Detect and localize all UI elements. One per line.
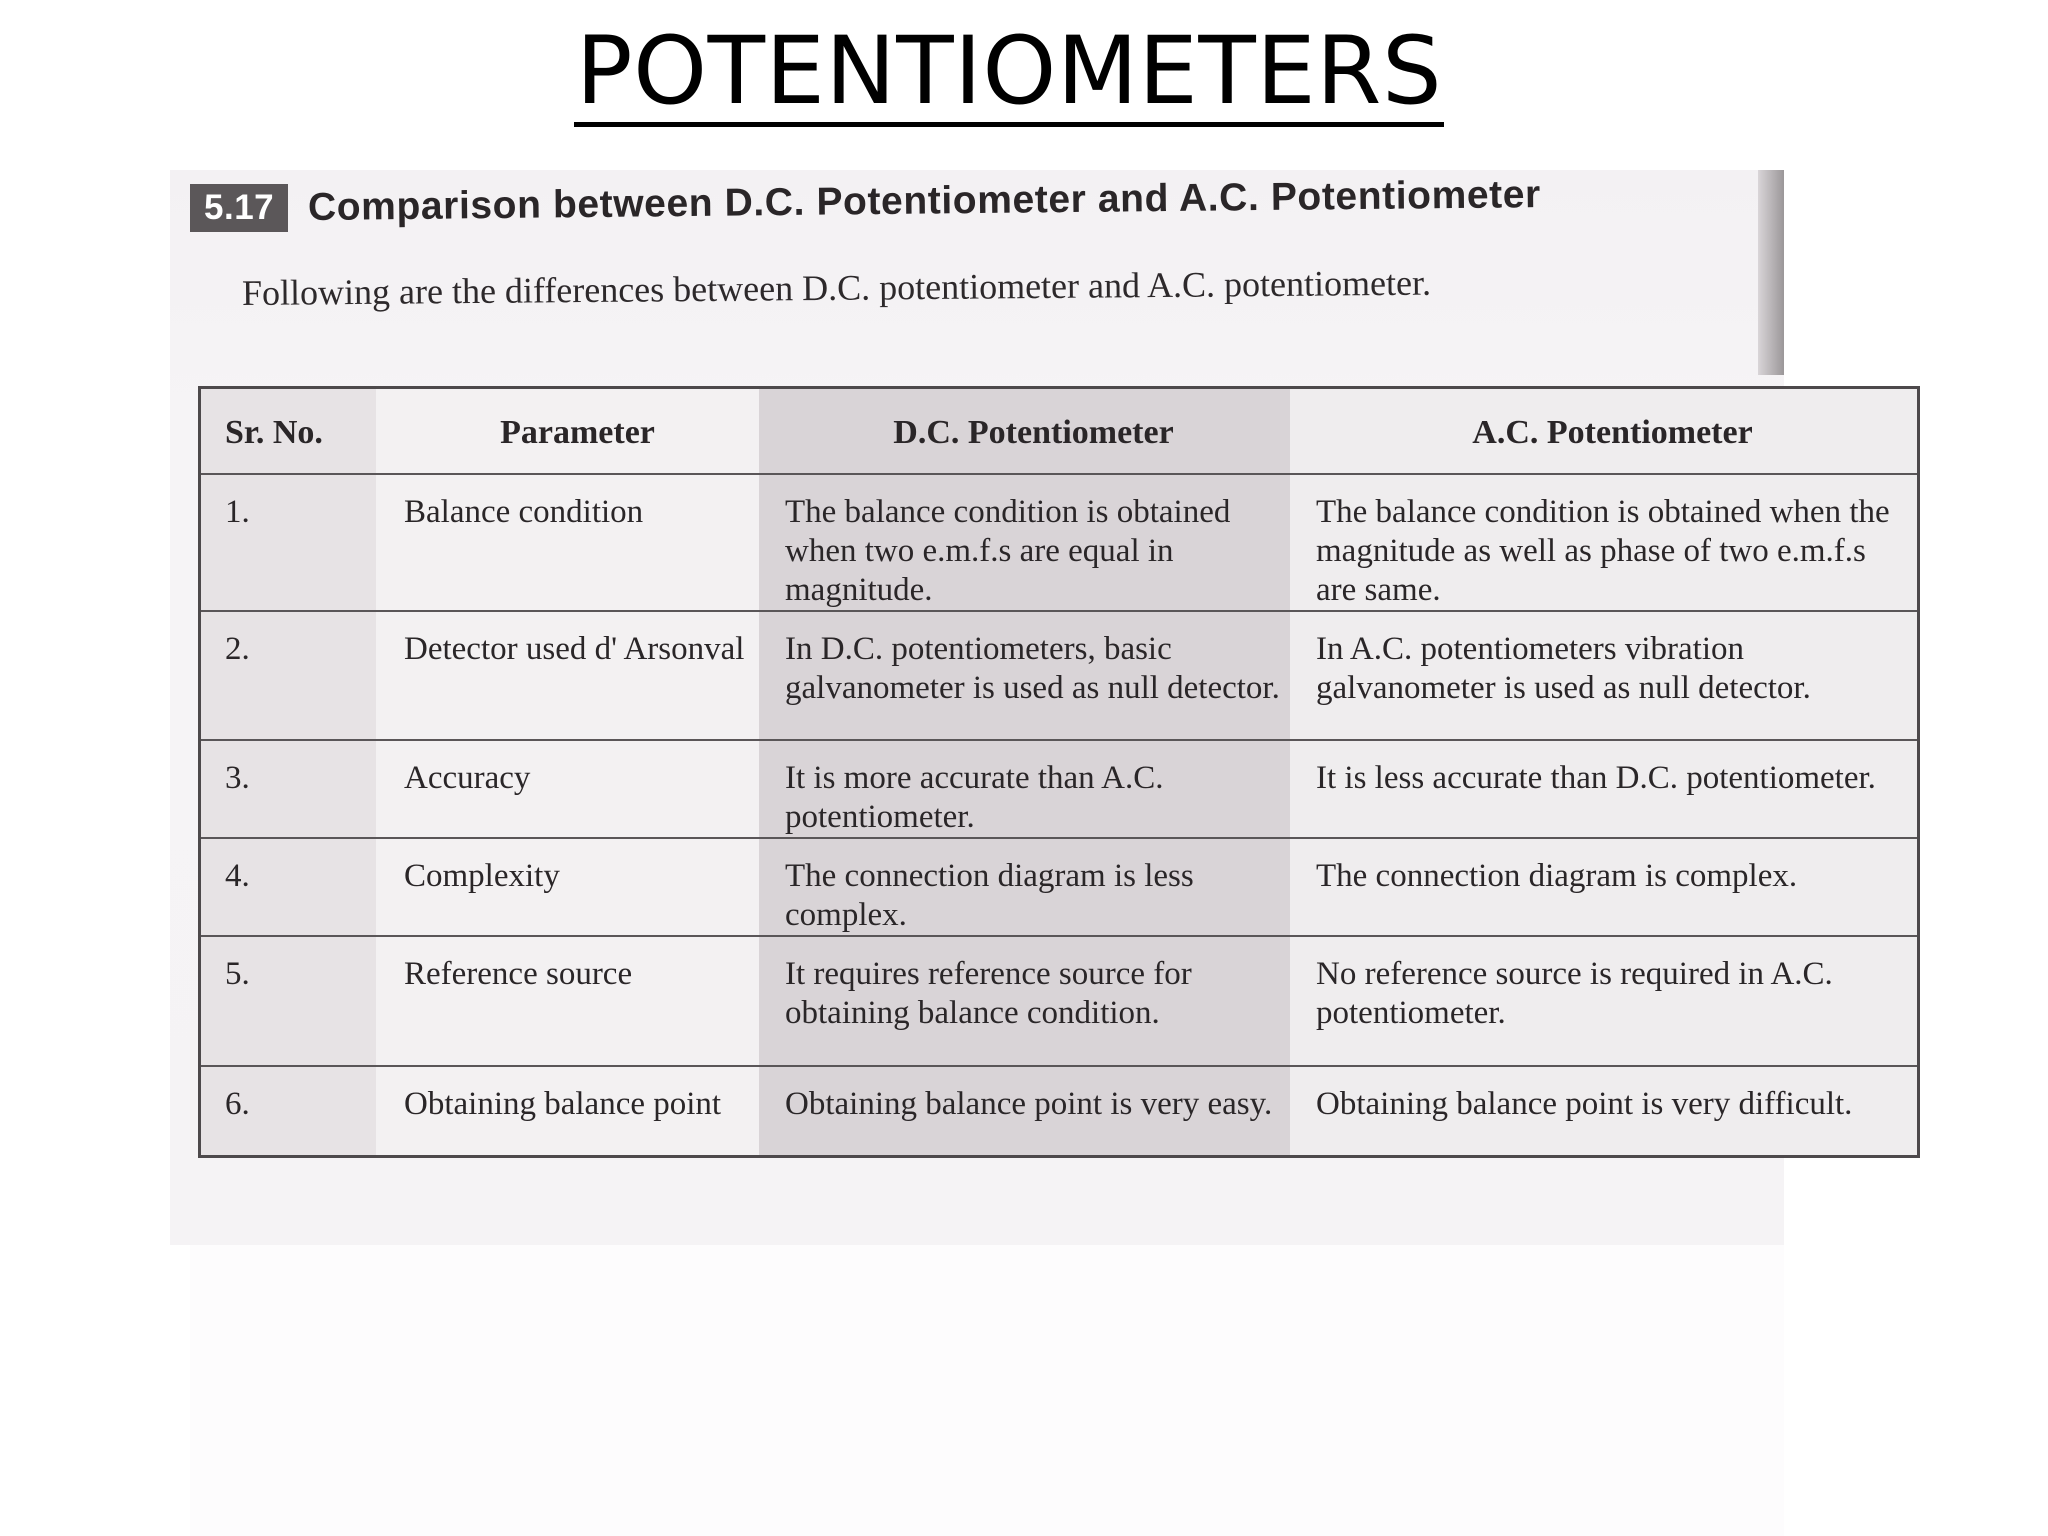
cell-parameter: Accuracy	[376, 740, 759, 838]
table-row	[200, 1066, 1919, 1157]
cell-parameter: Obtaining balance point	[376, 1066, 759, 1157]
table-row	[200, 936, 1919, 1066]
cell-ac: It is less accurate than D.C. potentiometer.	[1290, 740, 1919, 838]
cell-sr: 4.	[200, 838, 377, 936]
header-parameter: Parameter	[376, 388, 759, 475]
header-dc-potentiometer: D.C. Potentiometer	[759, 388, 1290, 475]
table-header-row	[200, 388, 1919, 475]
cell-dc: It requires reference source for obtaining balance condition.	[759, 936, 1290, 1066]
cell-sr: 6.	[200, 1066, 377, 1157]
section-heading	[190, 173, 1542, 232]
header-ac-potentiometer: A.C. Potentiometer	[1290, 388, 1919, 475]
table-row	[200, 838, 1919, 936]
cell-dc: It is more accurate than A.C. potentiometer.	[759, 740, 1290, 838]
cell-parameter: Balance condition	[376, 474, 759, 611]
book-spine-shadow	[1758, 170, 1784, 375]
section-title: Comparison between D.C. Potentiometer and A.C. Potentiometer	[307, 173, 1542, 229]
cell-dc: In D.C. potentiometers, basic galvanometer is used as null detector.	[759, 611, 1290, 740]
cell-ac: In A.C. potentiometers vibration galvanometer is used as null detector.	[1290, 611, 1919, 740]
cell-sr: 2.	[200, 611, 377, 740]
cell-ac: Obtaining balance point is very difficult.	[1290, 1066, 1919, 1157]
cell-parameter: Reference source	[376, 936, 759, 1066]
table-row	[200, 474, 1919, 611]
intro-paragraph: Following are the differences between D.C. potentiometer and A.C. potentiometer.	[241, 262, 1432, 313]
cell-sr: 5.	[200, 936, 377, 1066]
cell-ac: No reference source is required in A.C. potentiometer.	[1290, 936, 1919, 1066]
slide-title-text: POTENTIOMETERS	[575, 17, 1443, 126]
cell-parameter: Detector used d' Arsonval	[376, 611, 759, 740]
cell-ac: The balance condition is obtained when the magnitude as well as phase of two e.m.f.s are same.	[1290, 474, 1919, 611]
header-sr-no: Sr. No.	[200, 388, 377, 475]
cell-dc: The connection diagram is less complex.	[759, 838, 1290, 936]
table-row	[200, 740, 1919, 838]
cell-parameter: Complexity	[376, 838, 759, 936]
cell-ac: The connection diagram is complex.	[1290, 838, 1919, 936]
slide-title	[0, 18, 2018, 127]
cell-dc: The balance condition is obtained when two e.m.f.s are equal in magnitude.	[759, 474, 1290, 611]
cell-sr: 1.	[200, 474, 377, 611]
scan-margin	[190, 1245, 1784, 1536]
section-number-badge: 5.17	[190, 184, 288, 232]
scanned-page	[170, 170, 1890, 1245]
comparison-table	[198, 386, 1920, 1158]
cell-dc: Obtaining balance point is very easy.	[759, 1066, 1290, 1157]
table-row	[200, 611, 1919, 740]
cell-sr: 3.	[200, 740, 377, 838]
